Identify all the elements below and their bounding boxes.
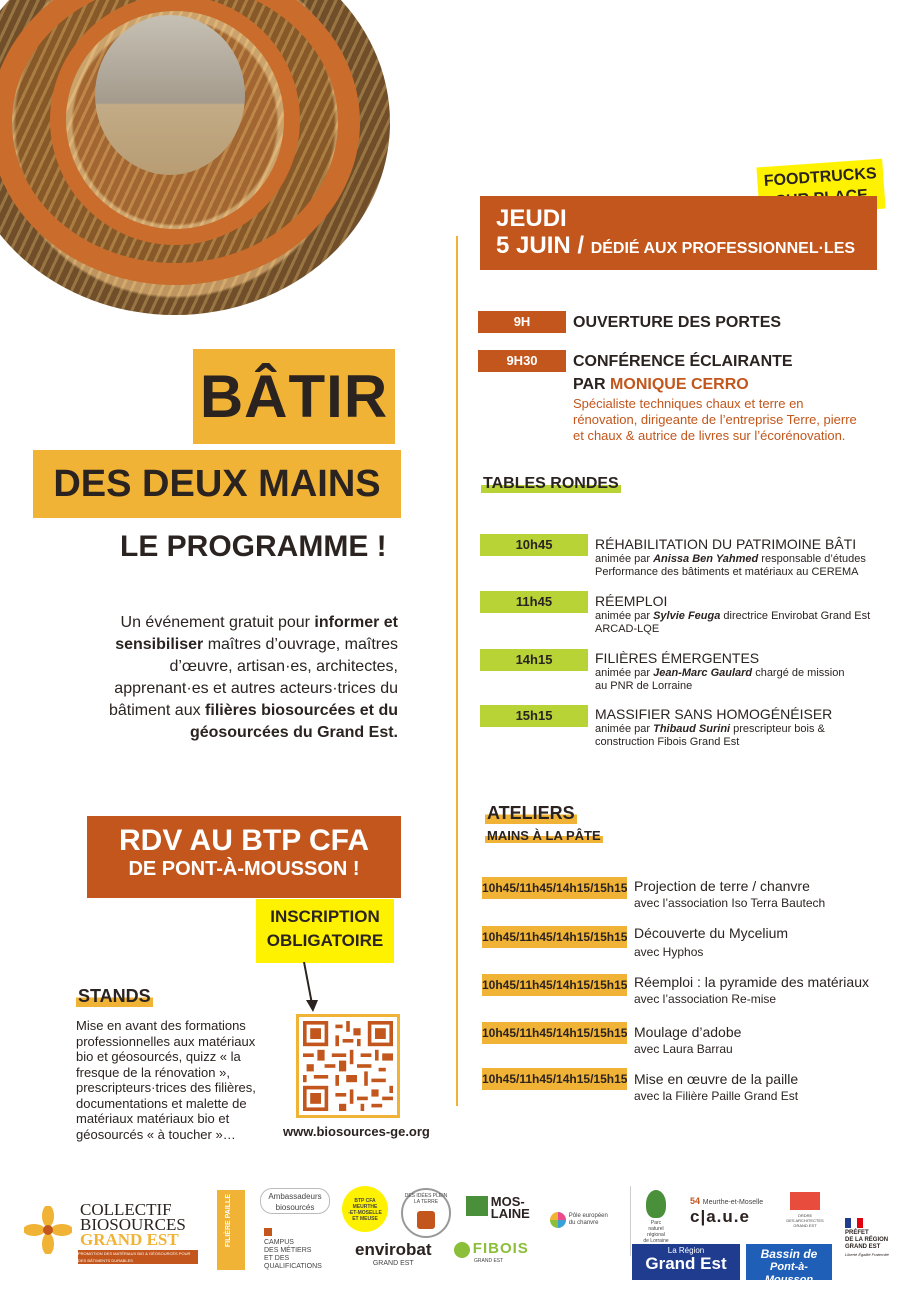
qr-code[interactable] bbox=[296, 1014, 400, 1118]
atelier-title: Projection de terre / chanvre bbox=[634, 878, 810, 894]
chanvre-icon bbox=[550, 1212, 566, 1228]
logo-pole-chanvre bbox=[550, 1212, 620, 1228]
logo-btp-cfa bbox=[342, 1186, 388, 1232]
time-badge: 10h45/11h45/14h15/15h15 bbox=[482, 1022, 627, 1044]
logo-bassin-pont-a-mousson bbox=[746, 1244, 832, 1286]
idees-text: DES IDÉES PLEIN LA TERRE bbox=[404, 1193, 448, 1205]
chanvre-l4: chanvre bbox=[577, 1220, 599, 1226]
ambassadeurs-l1: Ambassadeurs bbox=[268, 1192, 322, 1201]
time-badge: 15h15 bbox=[480, 705, 588, 727]
flower-icon bbox=[24, 1206, 72, 1254]
event-description: Spécialiste techniques chaux et terre en rénovation, dirigeante de l’entreprise Terre, pierre et chaux & autrice de livres sur l’écorénovation. bbox=[573, 396, 857, 443]
architectes-l3: GRAND EST bbox=[793, 1223, 817, 1228]
tables-rondes-heading: TABLES RONDES bbox=[483, 475, 619, 492]
collectif-tagline: PROMOTION DES MATÉRIAUX BIO & GÉOSOURCÉS POUR DES BÂTIMENTS DURABLES bbox=[78, 1250, 198, 1264]
btp-l1: BTP CFA bbox=[354, 1198, 376, 1204]
time-badge: 9H30 bbox=[478, 350, 566, 372]
paille-text: FILIÈRE PAILLE bbox=[225, 1194, 232, 1248]
event-speaker-line bbox=[573, 376, 749, 394]
roundtable-host: Anissa Ben Yahmed bbox=[653, 553, 759, 565]
prefet-l3: GRAND EST bbox=[845, 1244, 881, 1250]
region-l2: Grand Est bbox=[645, 1254, 727, 1273]
hero-image bbox=[0, 0, 390, 315]
btp-l4: ET MEUSE bbox=[352, 1216, 378, 1222]
campus-l4: QUALIFICATIONS bbox=[264, 1263, 322, 1270]
btp-l3: -ET-MOSELLE bbox=[348, 1210, 382, 1216]
sheep-icon bbox=[466, 1196, 488, 1216]
moslaine-l2: LAINE bbox=[490, 1206, 530, 1221]
ambassadeurs-l2: biosourcés bbox=[275, 1203, 315, 1212]
roundtable-post: prescripteur bois & construction Fibois Grand Est bbox=[595, 723, 825, 748]
title-block-mains bbox=[33, 450, 401, 518]
architectes-icon bbox=[790, 1192, 820, 1210]
chanvre-l2: européen bbox=[582, 1213, 608, 1219]
logo-campus bbox=[264, 1228, 336, 1271]
roundtable-post: responsable d’études Performance des bâtiments et matériaux au CEREMA bbox=[595, 553, 866, 578]
region-l1: La Région bbox=[667, 1246, 705, 1255]
moslaine-l1: MOS- bbox=[490, 1194, 525, 1209]
atelier-sub: avec l’association Iso Terra Bautech bbox=[634, 896, 826, 910]
roundtable-pre: animée par bbox=[595, 667, 654, 679]
arrow-down-icon bbox=[300, 962, 320, 1012]
atelier-title: Moulage d’adobe bbox=[634, 1024, 742, 1040]
intro-bold1: informer et sensibiliser bbox=[115, 614, 398, 653]
fibois-icon bbox=[454, 1242, 470, 1258]
roundtable-title: RÉEMPLOI bbox=[595, 593, 668, 609]
pnr-l4: de Lorraine bbox=[643, 1238, 669, 1244]
ateliers-subheading: MAINS À LA PÂTE bbox=[487, 828, 601, 843]
roundtable-host: Jean-Marc Gaulard bbox=[653, 667, 753, 679]
day-date: 5 JUIN / bbox=[496, 232, 585, 259]
roundtable-desc bbox=[595, 610, 885, 636]
roundtable-post: chargé de mission au PNR de Lorraine bbox=[595, 667, 845, 692]
logo-caue bbox=[690, 1196, 763, 1227]
roundtable-title: MASSIFIER SANS HOMOGÉNÉISER bbox=[595, 706, 833, 722]
time-badge: 10h45/11h45/14h15/15h15 bbox=[482, 926, 627, 948]
caue-l1: Meurthe-et-Moselle bbox=[702, 1199, 764, 1206]
pnr-l1: Parc bbox=[650, 1220, 662, 1226]
day-audience: DÉDIÉ AUX PROFESSIONNEL·LES bbox=[590, 240, 856, 257]
campus-l2: DES MÉTIERS bbox=[264, 1247, 312, 1254]
stands-text: Mise en avant des formations professionnelles aux matériaux bio et géosourcés, quizz « la fresque de la rénovation », prescripteurs·trices des filières, documentations et malette de matériaux matériaux bio et géosourcés « à toucher »… bbox=[76, 1018, 256, 1142]
programme-heading: LE PROGRAMME ! bbox=[120, 530, 387, 563]
tree-icon bbox=[646, 1190, 666, 1218]
logo-envirobat bbox=[355, 1240, 432, 1267]
chanvre-l3: du bbox=[568, 1220, 576, 1226]
atelier-title: Mise en œuvre de la paille bbox=[634, 1071, 799, 1087]
chanvre-l1: Pôle bbox=[568, 1213, 581, 1219]
time-badge: 10h45/11h45/14h15/15h15 bbox=[482, 974, 627, 996]
time-badge: 10h45 bbox=[480, 534, 588, 556]
prefet-l2: DE LA RÉGION bbox=[845, 1237, 889, 1243]
day-banner bbox=[480, 196, 877, 270]
caue-num: 54 bbox=[690, 1196, 701, 1206]
logo-ambassadeurs bbox=[260, 1188, 330, 1214]
fibois-l2: GRAND EST bbox=[474, 1258, 504, 1265]
roundtable-desc bbox=[595, 667, 855, 693]
title-line2: DES DEUX MAINS bbox=[53, 463, 381, 505]
logo-idees-terre bbox=[401, 1188, 451, 1238]
inscription-line1: INSCRIPTION bbox=[270, 907, 380, 926]
rdv-line2: DE PONT-À-MOUSSON ! bbox=[128, 858, 360, 880]
ateliers-heading: ATELIERS bbox=[487, 803, 575, 823]
time-badge: 10h45/11h45/14h15/15h15 bbox=[482, 877, 627, 899]
atelier-sub: avec Hyphos bbox=[634, 945, 704, 959]
rdv-line1: RDV AU BTP CFA bbox=[118, 824, 370, 857]
roundtable-desc bbox=[595, 723, 855, 749]
architectes-l1: ORDRE bbox=[797, 1213, 813, 1218]
divider-line bbox=[456, 236, 458, 1106]
time-badge: 10h45/11h45/14h15/15h15 bbox=[482, 1068, 627, 1090]
qr-code-icon bbox=[303, 1021, 393, 1111]
day-line1: JEUDI bbox=[496, 205, 567, 232]
campus-square-icon bbox=[264, 1228, 272, 1236]
website-link[interactable]: www.biosources-ge.org bbox=[283, 1124, 430, 1139]
collectif-l1: COLLECTIF bbox=[80, 1200, 172, 1219]
caue-l2: c|a.u.e bbox=[690, 1207, 750, 1226]
time-badge: 9H bbox=[478, 311, 566, 333]
logo-pnr-lorraine bbox=[636, 1190, 676, 1244]
event-by: PAR bbox=[573, 376, 611, 393]
foodtrucks-line1: FOODTRUCKS bbox=[763, 165, 878, 190]
flag-icon bbox=[845, 1218, 863, 1228]
prefet-l1: PRÉFET bbox=[845, 1230, 869, 1236]
atelier-title: Découverte du Mycelium bbox=[634, 925, 789, 941]
campus-l3: ET DES bbox=[264, 1255, 290, 1262]
prefet-motto: Liberté Égalité Fraternité bbox=[845, 1252, 889, 1257]
intro-part1: Un événement gratuit pour bbox=[120, 614, 315, 631]
campus-l1: CAMPUS bbox=[264, 1239, 294, 1246]
logo-mos-laine bbox=[466, 1196, 530, 1221]
pnr-l3: régional bbox=[647, 1232, 665, 1238]
roundtable-host: Thibaud Surini bbox=[653, 723, 731, 735]
logo-collectif-biosources bbox=[22, 1200, 192, 1268]
stands-heading: STANDS bbox=[78, 986, 151, 1006]
pnr-l2: naturel bbox=[648, 1226, 664, 1232]
intro-bold2: filières biosourcées et du géosourcées du Grand Est. bbox=[189, 702, 398, 741]
logo-region-grand-est bbox=[632, 1244, 740, 1280]
logo-filiere-paille bbox=[217, 1190, 245, 1270]
atelier-sub: avec l’association Re-mise bbox=[634, 992, 777, 1006]
house-icon bbox=[417, 1211, 435, 1229]
time-badge: 11h45 bbox=[480, 591, 588, 613]
inscription-line2: OBLIGATOIRE bbox=[266, 931, 384, 950]
collectif-l2: BIOSOURCES bbox=[80, 1215, 186, 1234]
collectif-l3: GRAND EST bbox=[80, 1230, 179, 1249]
logo-ordre-architectes bbox=[783, 1192, 827, 1228]
event-title: OUVERTURE DES PORTES bbox=[573, 314, 782, 331]
intro-part2: maîtres d’ouvrage, maîtres d’œuvre, artisan·es, architectes, apprenant·es et autres acteurs·trices du bâtiment aux bbox=[108, 636, 398, 719]
envirobat-l1: envirobat bbox=[355, 1240, 432, 1259]
btp-l2: MEURTHE bbox=[352, 1204, 378, 1210]
title-block-batir bbox=[193, 349, 395, 444]
fibois-l1: FIBOIS bbox=[472, 1240, 529, 1257]
intro-text bbox=[88, 612, 398, 744]
title-line1: BÂTIR bbox=[199, 363, 389, 430]
rdv-block bbox=[87, 816, 401, 898]
roundtable-title: FILIÈRES ÉMERGENTES bbox=[595, 650, 760, 666]
roundtable-post: directrice Envirobat Grand Est ARCAD-LQE bbox=[595, 610, 871, 635]
time-badge: 14h15 bbox=[480, 649, 588, 671]
bassin-l2: Pont-à-Mousson bbox=[764, 1261, 814, 1286]
roundtable-desc bbox=[595, 553, 875, 579]
roundtable-title: RÉHABILITATION DU PATRIMOINE BÂTI bbox=[595, 536, 857, 552]
inscription-badge bbox=[256, 899, 394, 963]
roundtable-pre: animée par bbox=[595, 553, 654, 565]
architectes-l2: DES ARCHITECTES bbox=[786, 1218, 824, 1223]
atelier-sub: avec Laura Barrau bbox=[634, 1042, 733, 1056]
event-title: CONFÉRENCE ÉCLAIRANTE bbox=[573, 353, 793, 370]
hands-photo bbox=[95, 15, 245, 175]
roundtable-pre: animée par bbox=[595, 610, 654, 622]
roundtable-host: Sylvie Feuga bbox=[653, 610, 721, 622]
roundtable-pre: animée par bbox=[595, 723, 654, 735]
atelier-title: Réemploi : la pyramide des matériaux bbox=[634, 974, 869, 990]
bassin-l1: Bassin de bbox=[760, 1247, 818, 1261]
atelier-sub: avec la Filière Paille Grand Est bbox=[634, 1089, 799, 1103]
logo-prefet bbox=[845, 1218, 903, 1258]
logo-fibois bbox=[454, 1240, 529, 1264]
event-speaker: MONIQUE CERRO bbox=[610, 376, 749, 393]
envirobat-l2: GRAND EST bbox=[372, 1260, 414, 1267]
footer-divider bbox=[630, 1186, 631, 1256]
